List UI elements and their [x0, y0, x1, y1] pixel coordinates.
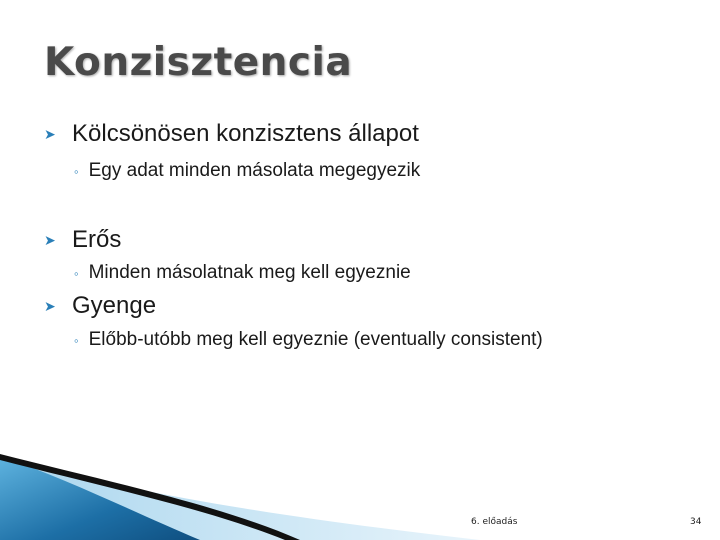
sub-bullet-label: Egy adat minden másolata megegyezik: [88, 160, 421, 181]
sub-bullet-item: [74, 329, 543, 351]
bullet-label: Gyenge: [72, 292, 157, 319]
sub-bullet-item: [74, 160, 420, 182]
sub-bullet-icon: ◦: [74, 265, 79, 281]
decorative-swoosh: [0, 420, 720, 540]
sub-bullet-icon: ◦: [74, 163, 79, 179]
footer-lecture: 6. előadás: [471, 517, 518, 527]
sub-bullet-item: [74, 262, 411, 284]
bullet-item-3: [44, 292, 156, 320]
bullet-label: Kölcsönösen konzisztens állapot: [72, 120, 419, 147]
sub-bullet-icon: ◦: [74, 332, 79, 348]
bullet-icon: ➤: [44, 231, 56, 248]
bullet-icon: ➤: [44, 297, 56, 314]
sub-bullet-label: Minden másolatnak meg kell egyeznie: [88, 262, 411, 283]
bullet-item-2: [44, 226, 121, 254]
slide-title: Konzisztencia: [44, 40, 353, 85]
sub-bullet-label: Előbb-utóbb meg kell egyeznie (eventually consistent): [88, 329, 543, 350]
bullet-label: Erős: [72, 226, 122, 253]
footer-page-number: 34: [690, 517, 702, 527]
bullet-item-1: [44, 120, 419, 148]
bullet-icon: ➤: [44, 125, 56, 142]
